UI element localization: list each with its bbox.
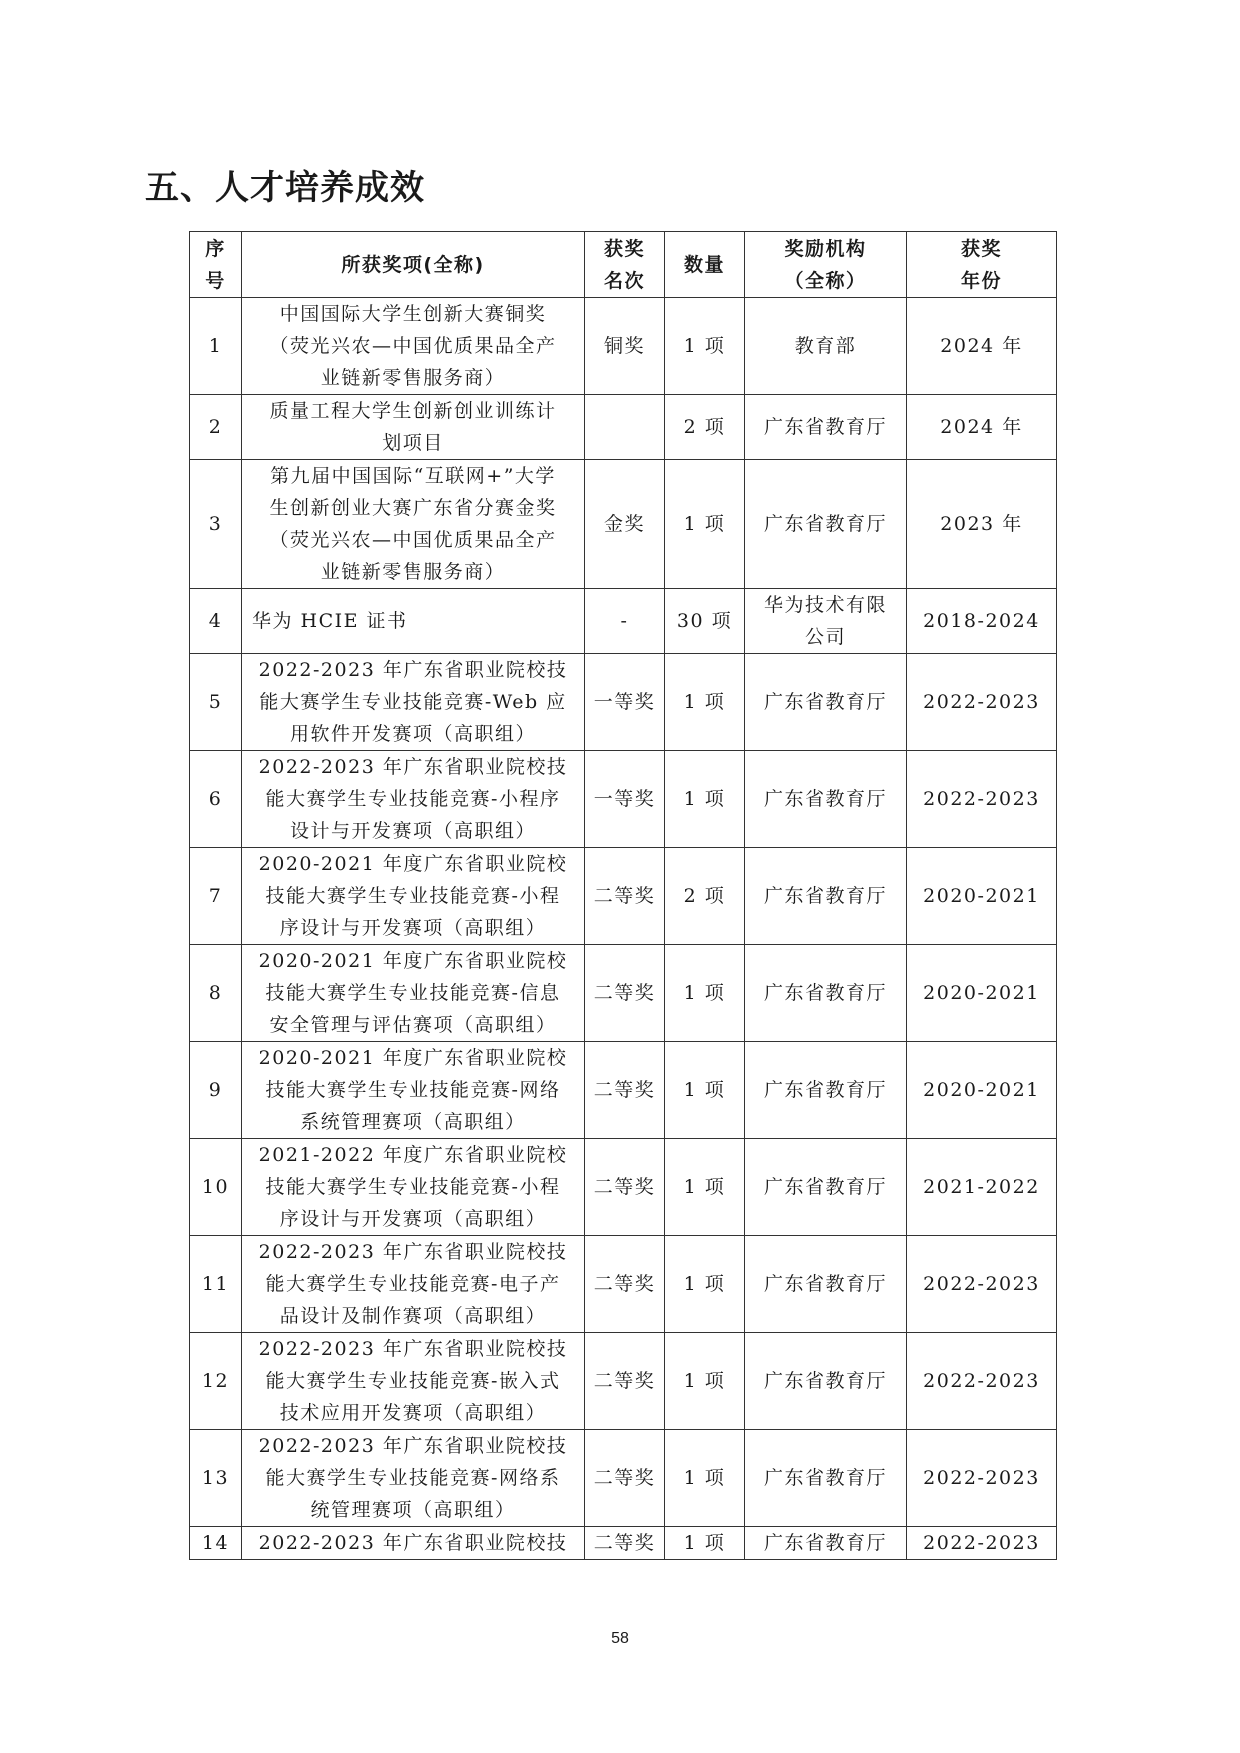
award-name-line: 质量工程大学生创新创业训练计 [269, 400, 557, 422]
organization-line: 教育部 [794, 335, 857, 357]
table-row [190, 1527, 1057, 1560]
award-name-line: 第九届中国国际“互联网+”大学 [270, 465, 556, 487]
cell-seq: 14 [190, 1527, 242, 1560]
cell-seq: 1 [190, 298, 242, 395]
cell-seq: 11 [190, 1236, 242, 1333]
award-name-line: 技能大赛学生专业技能竞赛-小程 [265, 1176, 561, 1198]
organization-line: 广东省教育厅 [763, 1079, 887, 1101]
cell-organization [745, 654, 907, 751]
organization-line: 广东省教育厅 [763, 788, 887, 810]
award-name-line: 华为 HCIE 证书 [252, 610, 408, 632]
cell-quantity: 2 项 [665, 395, 745, 460]
cell-rank: 金奖 [585, 460, 665, 589]
award-name-line: 生创新创业大赛广东省分赛金奖 [269, 497, 557, 519]
cell-rank: 二等奖 [585, 1333, 665, 1430]
cell-rank: - [585, 589, 665, 654]
award-name-line: 安全管理与评估赛项（高职组） [269, 1014, 557, 1036]
organization-line: 广东省教育厅 [763, 691, 887, 713]
table-row [190, 298, 1057, 395]
cell-seq: 10 [190, 1139, 242, 1236]
header-quantity [665, 232, 745, 298]
cell-seq: 2 [190, 395, 242, 460]
organization-line: 华为技术有限 [763, 594, 887, 616]
award-name-line: 2022-2023 年广东省职业院校技 [258, 659, 568, 681]
cell-organization [745, 460, 907, 589]
cell-quantity: 1 项 [665, 654, 745, 751]
award-name-line: 品设计及制作赛项（高职组） [279, 1305, 547, 1327]
cell-year: 2020-2021 [907, 848, 1057, 945]
organization-line: 广东省教育厅 [763, 416, 887, 438]
organization-line: 广东省教育厅 [763, 1273, 887, 1295]
cell-year: 2022-2023 [907, 1333, 1057, 1430]
cell-award-name [242, 848, 585, 945]
award-name-line: 业链新零售服务商） [320, 367, 506, 389]
cell-quantity: 1 项 [665, 298, 745, 395]
cell-award-name [242, 298, 585, 395]
cell-rank: 二等奖 [585, 1139, 665, 1236]
cell-year: 2022-2023 [907, 1236, 1057, 1333]
header-line: 年份 [960, 269, 1002, 292]
header-seq [190, 232, 242, 298]
table-header-row [190, 232, 1057, 298]
organization-line: 广东省教育厅 [763, 1532, 887, 1554]
award-name-line: 技能大赛学生专业技能竞赛-网络 [265, 1079, 561, 1101]
award-name-line: 2022-2023 年广东省职业院校技 [258, 1241, 568, 1263]
award-name-line: 设计与开发赛项（高职组） [289, 820, 536, 842]
cell-rank [585, 395, 665, 460]
cell-seq: 7 [190, 848, 242, 945]
cell-year: 2024 年 [907, 395, 1057, 460]
organization-line: 广东省教育厅 [763, 513, 887, 535]
table-row [190, 1236, 1057, 1333]
award-name-line: 能大赛学生专业技能竞赛-Web 应 [259, 691, 567, 713]
cell-year: 2021-2022 [907, 1139, 1057, 1236]
award-name-line: 业链新零售服务商） [320, 561, 506, 583]
table-row [190, 751, 1057, 848]
cell-quantity: 1 项 [665, 1236, 745, 1333]
cell-award-name [242, 1527, 585, 1560]
page-number: 58 [611, 1630, 629, 1647]
cell-seq: 3 [190, 460, 242, 589]
award-name-line: 2022-2023 年广东省职业院校技 [258, 1532, 568, 1554]
cell-quantity: 1 项 [665, 945, 745, 1042]
award-name-line: 用软件开发赛项（高职组） [289, 723, 536, 745]
cell-year: 2023 年 [907, 460, 1057, 589]
header-line: 奖励机构 [784, 237, 867, 260]
header-year [907, 232, 1057, 298]
cell-rank: 二等奖 [585, 848, 665, 945]
awards-table [189, 231, 1057, 1560]
cell-award-name [242, 751, 585, 848]
award-name-line: 2021-2022 年度广东省职业院校 [258, 1144, 568, 1166]
cell-organization [745, 1042, 907, 1139]
award-name-line: 2020-2021 年度广东省职业院校 [258, 853, 568, 875]
header-line: 获奖 [960, 237, 1002, 260]
cell-organization [745, 1139, 907, 1236]
cell-seq: 13 [190, 1430, 242, 1527]
award-name-line: 2022-2023 年广东省职业院校技 [258, 1435, 568, 1457]
organization-line: 广东省教育厅 [763, 1370, 887, 1392]
award-name-line: 2020-2021 年度广东省职业院校 [258, 1047, 568, 1069]
section-title: 五、人才培养成效 [145, 168, 425, 208]
award-name-line: 能大赛学生专业技能竞赛-小程序 [265, 788, 561, 810]
cell-rank: 二等奖 [585, 1042, 665, 1139]
award-name-line: 2022-2023 年广东省职业院校技 [258, 1338, 568, 1360]
header-line: 名次 [603, 269, 645, 292]
cell-quantity: 1 项 [665, 1042, 745, 1139]
award-name-line: 划项目 [382, 432, 444, 454]
cell-rank: 一等奖 [585, 751, 665, 848]
award-name-line: 统管理赛项（高职组） [310, 1499, 516, 1521]
award-name-line: 系统管理赛项（高职组） [300, 1111, 526, 1133]
cell-organization [745, 1430, 907, 1527]
cell-organization [745, 848, 907, 945]
cell-award-name [242, 1236, 585, 1333]
award-name-line: 序设计与开发赛项（高职组） [279, 1208, 547, 1230]
header-line: 序 [205, 237, 226, 260]
cell-award-name [242, 1333, 585, 1430]
award-name-line: 能大赛学生专业技能竞赛-电子产 [265, 1273, 561, 1295]
header-award-name [242, 232, 585, 298]
cell-rank: 二等奖 [585, 945, 665, 1042]
cell-quantity: 1 项 [665, 1333, 745, 1430]
cell-year: 2018-2024 [907, 589, 1057, 654]
cell-award-name [242, 654, 585, 751]
award-name-line: 2022-2023 年广东省职业院校技 [258, 756, 568, 778]
header-line: 获奖 [603, 237, 645, 260]
organization-line: 广东省教育厅 [763, 885, 887, 907]
header-organization [745, 232, 907, 298]
cell-year: 2022-2023 [907, 751, 1057, 848]
cell-organization [745, 1236, 907, 1333]
cell-quantity: 30 项 [665, 589, 745, 654]
cell-year: 2024 年 [907, 298, 1057, 395]
table-row [190, 654, 1057, 751]
cell-award-name [242, 945, 585, 1042]
cell-rank: 铜奖 [585, 298, 665, 395]
cell-award-name [242, 1430, 585, 1527]
header-line: （全称） [784, 269, 867, 292]
header-line: 所获奖项(全称) [341, 253, 485, 276]
cell-organization [745, 395, 907, 460]
award-name-line: 能大赛学生专业技能竞赛-嵌入式 [265, 1370, 561, 1392]
cell-seq: 9 [190, 1042, 242, 1139]
award-name-line: 技能大赛学生专业技能竞赛-小程 [265, 885, 561, 907]
cell-year: 2020-2021 [907, 1042, 1057, 1139]
cell-seq: 8 [190, 945, 242, 1042]
cell-year: 2022-2023 [907, 1527, 1057, 1560]
award-name-line: （荧光兴农—中国优质果品全产 [269, 529, 557, 551]
cell-quantity: 1 项 [665, 460, 745, 589]
cell-seq: 12 [190, 1333, 242, 1430]
cell-quantity: 1 项 [665, 1527, 745, 1560]
cell-organization [745, 1527, 907, 1560]
cell-organization [745, 945, 907, 1042]
table-row [190, 460, 1057, 589]
cell-quantity: 2 项 [665, 848, 745, 945]
cell-rank: 一等奖 [585, 654, 665, 751]
award-name-line: （荧光兴农—中国优质果品全产 [269, 335, 557, 357]
cell-organization [745, 298, 907, 395]
cell-seq: 4 [190, 589, 242, 654]
table-row [190, 589, 1057, 654]
cell-organization [745, 1333, 907, 1430]
organization-line: 公司 [804, 626, 846, 648]
cell-quantity: 1 项 [665, 1139, 745, 1236]
cell-award-name [242, 460, 585, 589]
cell-rank: 二等奖 [585, 1430, 665, 1527]
header-line: 号 [205, 269, 226, 292]
cell-quantity: 1 项 [665, 1430, 745, 1527]
table-row [190, 395, 1057, 460]
award-name-line: 技术应用开发赛项（高职组） [279, 1402, 547, 1424]
cell-year: 2022-2023 [907, 654, 1057, 751]
header-rank [585, 232, 665, 298]
award-name-line: 技能大赛学生专业技能竞赛-信息 [265, 982, 561, 1004]
award-name-line: 序设计与开发赛项（高职组） [279, 917, 547, 939]
cell-seq: 6 [190, 751, 242, 848]
award-name-line: 2020-2021 年度广东省职业院校 [258, 950, 568, 972]
award-name-line: 中国国际大学生创新大赛铜奖 [279, 303, 547, 325]
table-body [190, 298, 1057, 1560]
cell-rank: 二等奖 [585, 1527, 665, 1560]
cell-year: 2022-2023 [907, 1430, 1057, 1527]
table-row [190, 1430, 1057, 1527]
table-row [190, 1333, 1057, 1430]
table-row [190, 945, 1057, 1042]
table-row [190, 1139, 1057, 1236]
organization-line: 广东省教育厅 [763, 1176, 887, 1198]
table-row [190, 1042, 1057, 1139]
cell-organization [745, 751, 907, 848]
organization-line: 广东省教育厅 [763, 982, 887, 1004]
cell-award-name [242, 1139, 585, 1236]
cell-award-name [242, 395, 585, 460]
organization-line: 广东省教育厅 [763, 1467, 887, 1489]
cell-award-name [242, 1042, 585, 1139]
cell-award-name [242, 589, 585, 654]
cell-quantity: 1 项 [665, 751, 745, 848]
cell-year: 2020-2021 [907, 945, 1057, 1042]
cell-seq: 5 [190, 654, 242, 751]
award-name-line: 能大赛学生专业技能竞赛-网络系 [265, 1467, 561, 1489]
header-line: 数量 [683, 253, 725, 276]
table-row [190, 848, 1057, 945]
cell-rank: 二等奖 [585, 1236, 665, 1333]
cell-organization [745, 589, 907, 654]
